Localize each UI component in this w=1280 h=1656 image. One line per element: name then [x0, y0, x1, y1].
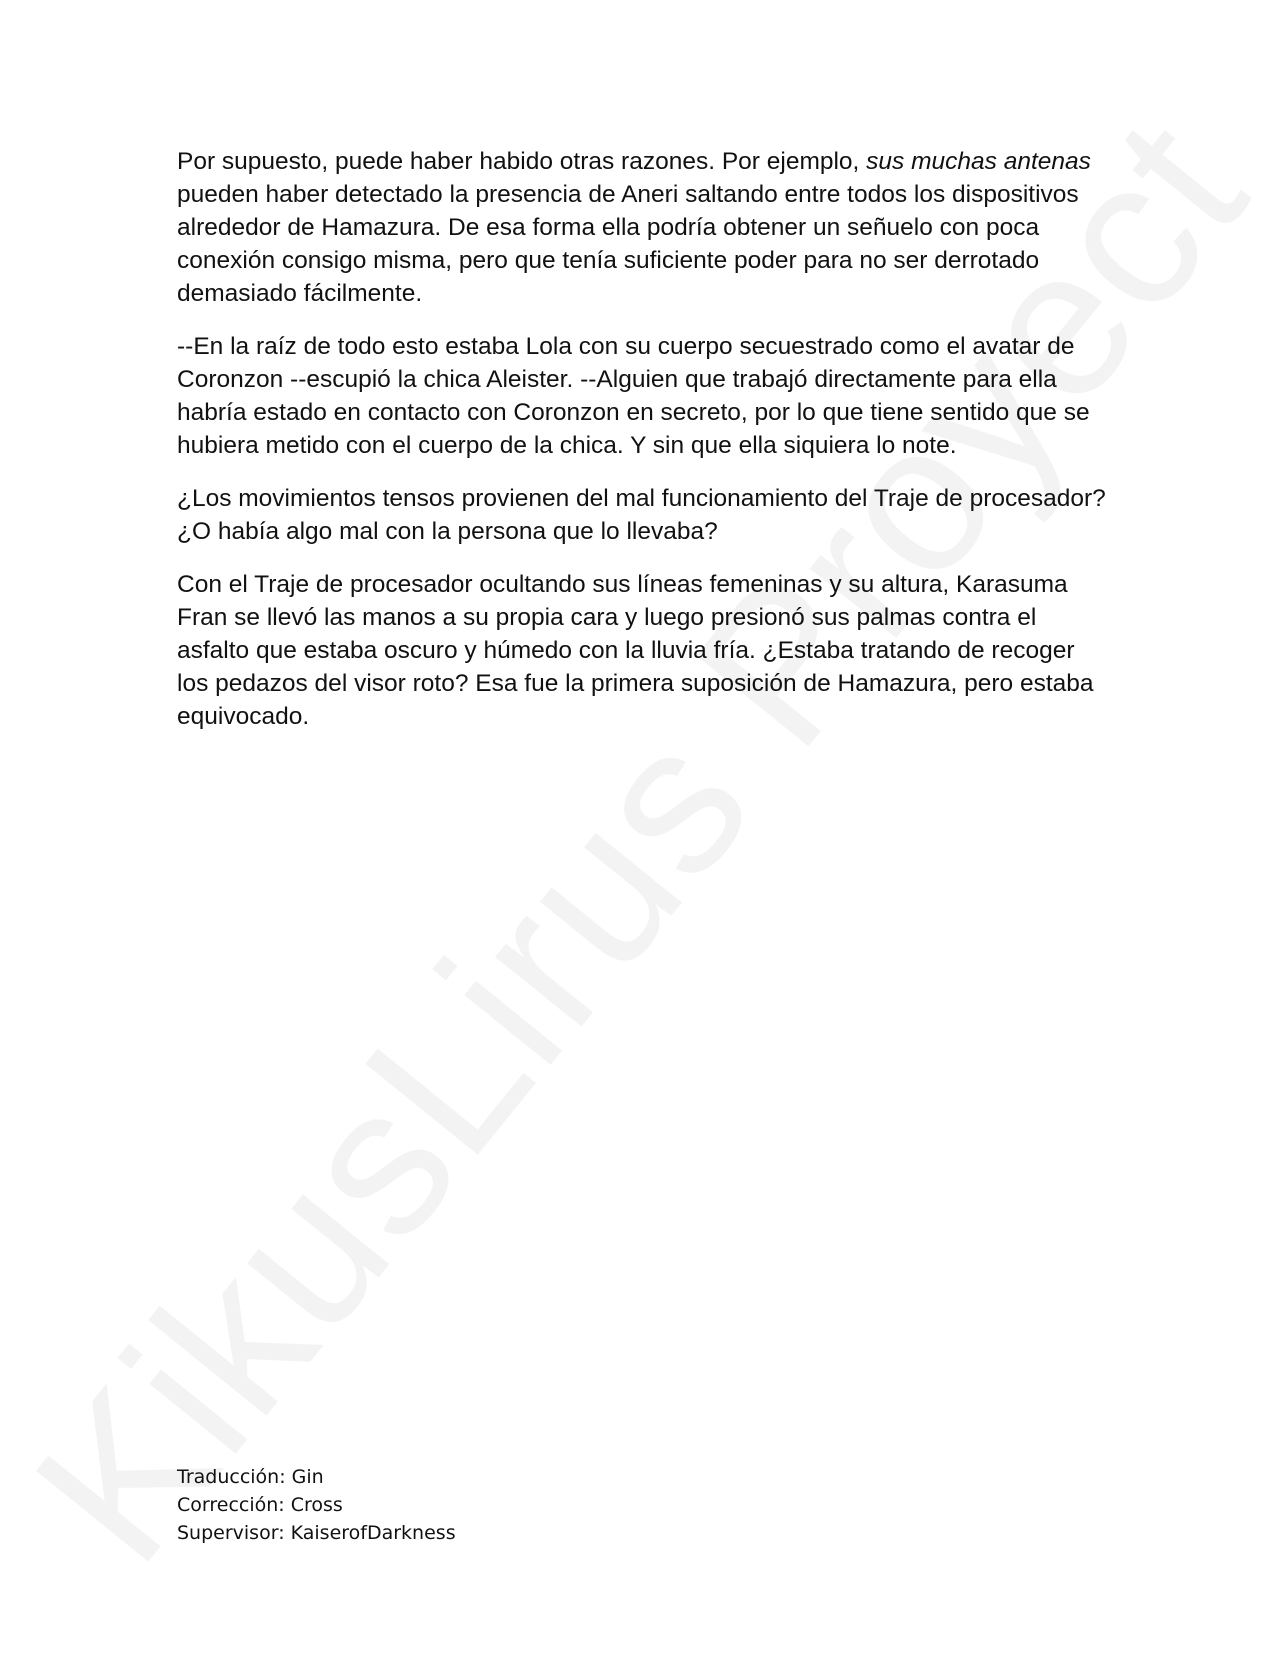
paragraph-2: --En la raíz de todo esto estaba Lola con su cuerpo secuestrado como el avatar de Coronzon --escupió la chica Aleister. --Alguien que trabajó directamente para ella habría estado en contacto con Coronzon en secreto, por lo que tiene sentido que se hubiera metido con el cuerpo de la chica. Y sin que ella siquiera lo note.: [177, 333, 1090, 459]
credits-block: [177, 1463, 456, 1547]
credit-translation: Traducción: Gin: [177, 1466, 324, 1488]
paragraph-1-text-end: pueden haber detectado la presencia de Aneri saltando entre todos los dispositivos alrededor de Hamazura. De esa forma ella podría obtener un señuelo con poca conexión consigo misma, pero que tenía suficiente poder para no ser derrotado demasiado fácilmente.: [177, 181, 1079, 307]
paragraph-1-italic: sus muchas antenas: [866, 148, 1091, 175]
credit-supervisor: Supervisor: KaiserofDarkness: [177, 1522, 456, 1544]
paragraph-1-text-start: Por supuesto, puede haber habido otras razones. Por ejemplo,: [177, 148, 867, 175]
paragraph-1: [177, 145, 1107, 310]
credit-correction: Corrección: Cross: [177, 1494, 343, 1516]
paragraph-3: ¿Los movimientos tensos provienen del mal funcionamiento del Traje de procesador? ¿O había algo mal con la persona que lo llevaba?: [177, 485, 1106, 545]
document-body: [177, 145, 1107, 753]
paragraph-4: Con el Traje de procesador ocultando sus líneas femeninas y su altura, Karasuma Fran se llevó las manos a su propia cara y luego presionó sus palmas contra el asfalto que estaba oscuro y húmedo con la lluvia fría. ¿Estaba tratando de recoger los pedazos del visor roto? Esa fue la primera suposición de Hamazura, pero estaba equivocado.: [177, 571, 1094, 730]
